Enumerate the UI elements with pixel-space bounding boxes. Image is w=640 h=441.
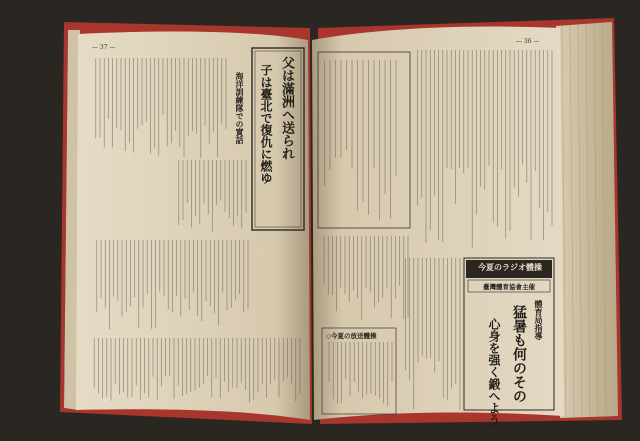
- radio-ad-header: 今夏のラジオ體操: [478, 263, 542, 272]
- left-page-number: — 37 —: [92, 44, 116, 51]
- radio-ad-caption: 臺灣體育協會主催: [483, 283, 535, 291]
- notice-title: ◇今夏の放送體操: [326, 332, 377, 340]
- radio-ad-headline-large: 猛暑も何のその: [511, 305, 527, 403]
- left-main-title-line1: 父は滿洲へ送られ: [279, 56, 294, 160]
- radio-ad-headline-small: 體育局指導: [534, 300, 544, 340]
- left-main-title-line2: 子は臺北で復仇に燃ゆ: [259, 64, 273, 184]
- radio-ad-headline-large2: 心身を强く鍛へよう: [487, 318, 501, 426]
- right-page-number: — 36 —: [516, 38, 540, 45]
- left-subtitle: 海洋訓練隊での實話: [235, 72, 245, 144]
